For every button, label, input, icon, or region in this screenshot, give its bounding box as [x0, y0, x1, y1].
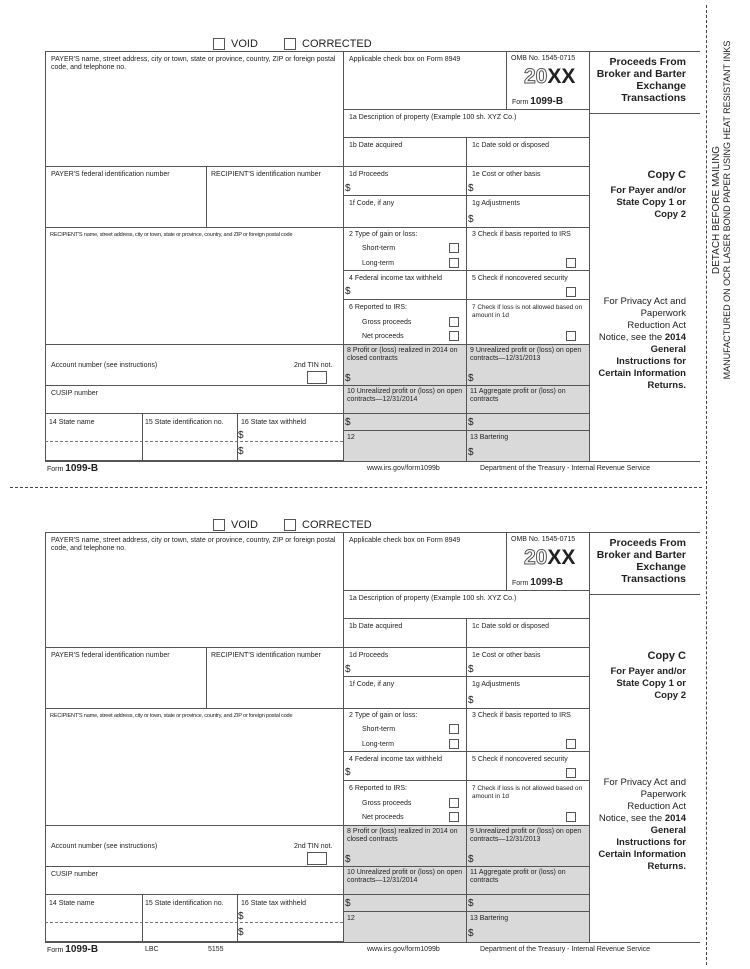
- box-1e-field[interactable]: [475, 662, 587, 675]
- box-1a-label: 1a Description of property (Example 100 sh. XYZ Co.): [349, 114, 517, 121]
- net-proceeds-checkbox[interactable]: [449, 331, 459, 341]
- box-15-label: 15 State identification no.: [145, 900, 224, 907]
- omb-number: OMB No. 1545-0715: [511, 55, 576, 62]
- box-2-label: 2 Type of gain or loss:: [349, 712, 418, 719]
- box-5-checkbox[interactable]: [566, 287, 576, 297]
- corrected-checkbox[interactable]: [284, 519, 296, 531]
- box-5-label: 5 Check if noncovered security: [472, 275, 568, 282]
- box-12-label: 12: [347, 915, 355, 922]
- box-16-label: 16 State tax withheld: [241, 900, 306, 907]
- box-16-field[interactable]: [246, 429, 340, 459]
- gross-proceeds-label: Gross proceeds: [362, 800, 412, 807]
- box-11-field[interactable]: [475, 895, 587, 910]
- payer-tin-field[interactable]: [48, 662, 204, 706]
- recipient-name-label: RECIPIENT'S name, street address, city or town, state or province, country, and ZIP or foreign postal code: [50, 713, 293, 719]
- void-label: VOID: [231, 38, 258, 50]
- side-margin-text: [711, 0, 743, 420]
- net-proceeds-label: Net proceeds: [362, 814, 404, 821]
- gross-proceeds-checkbox[interactable]: [449, 798, 459, 808]
- form-year: [524, 547, 575, 569]
- payer-name-label: PAYER'S name, street address, city or town, state or province, country, ZIP or foreign postal code, and telephone no.: [51, 56, 336, 71]
- box-7-checkbox[interactable]: [566, 331, 576, 341]
- box-1f-field[interactable]: [346, 210, 464, 225]
- box-3-label: 3 Check if basis reported to IRS: [472, 712, 571, 719]
- gross-proceeds-label: Gross proceeds: [362, 319, 412, 326]
- long-term-checkbox[interactable]: [449, 258, 459, 268]
- box-1e-dollar: $: [468, 664, 474, 675]
- box-7-label: 7 Check if loss is not allowed based on amount in 1d: [472, 785, 583, 800]
- year-prefix-outline: 20: [524, 546, 548, 569]
- account-number-field[interactable]: [48, 371, 288, 383]
- box-10-label: 10 Unrealized profit or (loss) on open contracts—12/31/2014: [347, 869, 463, 884]
- box-9-dollar: $: [468, 854, 474, 865]
- recipient-tin-label: RECIPIENT'S identification number: [211, 652, 321, 659]
- footer-department: Department of the Treasury - Internal Revenue Service: [480, 465, 651, 472]
- box-5-checkbox[interactable]: [566, 768, 576, 778]
- cusip-label: CUSIP number: [51, 390, 98, 397]
- box-3-label: 3 Check if basis reported to IRS: [472, 231, 571, 238]
- footer-code: 5155: [208, 946, 224, 953]
- corrected-checkbox[interactable]: [284, 38, 296, 50]
- box-13-field[interactable]: [475, 443, 587, 459]
- footer-url: www.irs.gov/form1099b: [367, 465, 440, 472]
- recipient-name-label: RECIPIENT'S name, street address, city or town, state or province, country, and ZIP or foreign postal code: [50, 232, 293, 238]
- box-4-dollar: $: [345, 286, 351, 297]
- year-suffix: XX: [547, 65, 576, 88]
- copy-title: Copy C: [647, 169, 686, 181]
- copy-subtitle: For Payer and/or State Copy 1 or Copy 2: [610, 666, 686, 701]
- box-13-dollar: $: [468, 928, 474, 939]
- box-1e-label: 1e Cost or other basis: [472, 171, 541, 178]
- form-8949-label: Applicable check box on Form 8949: [349, 537, 461, 544]
- box-11-field[interactable]: [475, 414, 587, 429]
- box-1d-dollar: $: [345, 183, 351, 194]
- box-13-label: 13 Bartering: [470, 915, 509, 922]
- box-11-dollar: $: [468, 417, 474, 428]
- box-1f-field[interactable]: [346, 691, 464, 706]
- box-16-dollar-1: $: [238, 430, 244, 441]
- recipient-tin-field[interactable]: [209, 181, 341, 225]
- box-1b-field[interactable]: [346, 632, 464, 646]
- box-8-field[interactable]: [352, 370, 464, 384]
- box-12-field[interactable]: [346, 924, 464, 940]
- box-8-label: 8 Profit or (loss) realized in 2014 on closed contracts: [347, 828, 458, 843]
- box-13-field[interactable]: [475, 924, 587, 940]
- long-term-checkbox[interactable]: [449, 739, 459, 749]
- box-1e-field[interactable]: [475, 181, 587, 194]
- account-number-label: Account number (see instructions): [51, 362, 158, 369]
- corrected-label: CORRECTED: [302, 519, 372, 531]
- footer-form-number: Form 1099-B: [47, 463, 99, 474]
- recipient-tin-label: RECIPIENT'S identification number: [211, 171, 321, 178]
- box-1d-label: 1d Proceeds: [349, 171, 389, 178]
- box-1g-field[interactable]: [475, 691, 587, 706]
- box-16-dollar-2: $: [238, 927, 244, 938]
- box-15-field[interactable]: [145, 910, 235, 940]
- second-tin-checkbox[interactable]: [307, 371, 327, 384]
- payer-tin-label: PAYER'S federal identification number: [51, 652, 170, 659]
- box-15-field[interactable]: [145, 429, 235, 459]
- net-proceeds-label: Net proceeds: [362, 333, 404, 340]
- copy-subtitle: For Payer and/or State Copy 1 or Copy 2: [610, 185, 686, 220]
- box-16-dollar-1: $: [238, 911, 244, 922]
- box-3-checkbox[interactable]: [566, 739, 576, 749]
- box-7-checkbox[interactable]: [566, 812, 576, 822]
- box-9-field[interactable]: [475, 851, 587, 865]
- box-1a-field[interactable]: [346, 123, 588, 136]
- box-1e-dollar: $: [468, 183, 474, 194]
- cusip-field[interactable]: [48, 399, 340, 411]
- void-checkbox[interactable]: [213, 38, 225, 50]
- payer-name-field[interactable]: [48, 74, 340, 164]
- box-4-field[interactable]: [352, 765, 464, 779]
- box-1c-field[interactable]: [469, 151, 587, 165]
- long-term-label: Long-term: [362, 260, 394, 267]
- payer-name-field[interactable]: [48, 555, 340, 645]
- payer-tin-field[interactable]: [48, 181, 204, 225]
- form-number: Form 1099-B: [512, 96, 564, 107]
- short-term-label: Short-term: [362, 245, 396, 252]
- form-number: Form 1099-B: [512, 577, 564, 588]
- account-number-field[interactable]: [48, 852, 288, 864]
- box-15-label: 15 State identification no.: [145, 419, 224, 426]
- box-1d-field[interactable]: [352, 662, 464, 675]
- form-year: [524, 66, 575, 88]
- box-11-label: 11 Aggregate profit or (loss) on contracts: [470, 388, 566, 403]
- box-6-label: 6 Reported to IRS:: [349, 304, 407, 311]
- box-1c-label: 1c Date sold or disposed: [472, 623, 550, 630]
- privacy-notice: For Privacy Act and Paperwork Reduction Act Notice, see the 2014 General Instructions for Certain Information Returns.: [598, 296, 686, 391]
- box-1g-dollar: $: [468, 214, 474, 225]
- box-16-dollar-2: $: [238, 446, 244, 457]
- box-13-label: 13 Bartering: [470, 434, 509, 441]
- privacy-notice: For Privacy Act and Paperwork Reduction Act Notice, see the 2014 General Instructions for Certain Information Returns.: [598, 777, 686, 872]
- box-1d-label: 1d Proceeds: [349, 652, 389, 659]
- box-4-dollar: $: [345, 767, 351, 778]
- box-9-label: 9 Unrealized profit or (loss) on open contracts—12/31/2013: [470, 828, 582, 843]
- box-1g-label: 1g Adjustments: [472, 200, 520, 207]
- box-10-field[interactable]: [352, 895, 464, 910]
- box-11-dollar: $: [468, 898, 474, 909]
- cusip-label: CUSIP number: [51, 871, 98, 878]
- box-8-dollar: $: [345, 854, 351, 865]
- box-1d-field[interactable]: [352, 181, 464, 194]
- recipient-tin-field[interactable]: [209, 662, 341, 706]
- omb-number: OMB No. 1545-0715: [511, 536, 576, 543]
- box-4-field[interactable]: [352, 284, 464, 298]
- box-1f-label: 1f Code, if any: [349, 681, 395, 688]
- box-5-label: 5 Check if noncovered security: [472, 756, 568, 763]
- form-copy-top: [0, 0, 700, 480]
- corrected-label: CORRECTED: [302, 38, 372, 50]
- box-12-field[interactable]: [346, 443, 464, 459]
- second-tin-label: 2nd TIN not.: [294, 362, 333, 369]
- payer-name-label: PAYER'S name, street address, city or town, state or province, country, ZIP or foreign postal code, and telephone no.: [51, 537, 336, 552]
- side-detach-text: DETACH BEFORE MAILING: [711, 145, 722, 275]
- box-9-label: 9 Unrealized profit or (loss) on open contracts—12/31/2013: [470, 347, 582, 362]
- box-1b-field[interactable]: [346, 151, 464, 165]
- box-10-field[interactable]: [352, 414, 464, 429]
- box-14-field[interactable]: [48, 429, 140, 459]
- cusip-field[interactable]: [48, 880, 340, 892]
- form-8949-field[interactable]: [346, 66, 504, 107]
- box-11-label: 11 Aggregate profit or (loss) on contracts: [470, 869, 566, 884]
- form-copy-bottom: [0, 481, 700, 961]
- net-proceeds-checkbox[interactable]: [449, 812, 459, 822]
- vertical-cut-line: [706, 5, 707, 965]
- box-10-label: 10 Unrealized profit or (loss) on open contracts—12/31/2014: [347, 388, 463, 403]
- year-prefix-outline: 20: [524, 65, 548, 88]
- side-manufacturer-text: MANUFACTURED ON OCR LASER BOND PAPER USING HEAT RESISTANT INKS: [722, 40, 732, 380]
- payer-tin-label: PAYER'S federal identification number: [51, 171, 170, 178]
- box-8-dollar: $: [345, 373, 351, 384]
- box-14-field[interactable]: [48, 910, 140, 940]
- short-term-label: Short-term: [362, 726, 396, 733]
- footer-lbc: LBC: [145, 946, 159, 953]
- box-1g-field[interactable]: [475, 210, 587, 225]
- box-13-dollar: $: [468, 447, 474, 458]
- box-1c-field[interactable]: [469, 632, 587, 646]
- box-9-dollar: $: [468, 373, 474, 384]
- form-title: Proceeds From Broker and Barter Exchange Transactions: [596, 56, 686, 104]
- box-14-label: 14 State name: [49, 900, 95, 907]
- form-8949-field[interactable]: [346, 547, 504, 588]
- box-1g-label: 1g Adjustments: [472, 681, 520, 688]
- box-1f-label: 1f Code, if any: [349, 200, 395, 207]
- long-term-label: Long-term: [362, 741, 394, 748]
- box-1a-field[interactable]: [346, 604, 588, 617]
- box-4-label: 4 Federal income tax withheld: [349, 275, 442, 282]
- box-1b-label: 1b Date acquired: [349, 623, 403, 630]
- gross-proceeds-checkbox[interactable]: [449, 317, 459, 327]
- short-term-checkbox[interactable]: [449, 724, 459, 734]
- box-6-label: 6 Reported to IRS:: [349, 785, 407, 792]
- recipient-name-field[interactable]: [48, 723, 340, 823]
- box-9-field[interactable]: [475, 370, 587, 384]
- box-8-label: 8 Profit or (loss) realized in 2014 on closed contracts: [347, 347, 458, 362]
- box-10-dollar: $: [345, 898, 351, 909]
- form-8949-label: Applicable check box on Form 8949: [349, 56, 461, 63]
- box-3-checkbox[interactable]: [566, 258, 576, 268]
- footer-url: www.irs.gov/form1099b: [367, 946, 440, 953]
- box-1c-label: 1c Date sold or disposed: [472, 142, 550, 149]
- box-1g-dollar: $: [468, 695, 474, 706]
- void-checkbox[interactable]: [213, 519, 225, 531]
- box-1d-dollar: $: [345, 664, 351, 675]
- box-2-label: 2 Type of gain or loss:: [349, 231, 418, 238]
- void-label: VOID: [231, 519, 258, 531]
- box-7-label: 7 Check if loss is not allowed based on amount in 1d: [472, 304, 583, 319]
- year-suffix: XX: [547, 546, 576, 569]
- box-1b-label: 1b Date acquired: [349, 142, 403, 149]
- box-4-label: 4 Federal income tax withheld: [349, 756, 442, 763]
- recipient-name-field[interactable]: [48, 242, 340, 342]
- copy-title: Copy C: [647, 650, 686, 662]
- box-16-field[interactable]: [246, 910, 340, 940]
- box-8-field[interactable]: [352, 851, 464, 865]
- box-12-label: 12: [347, 434, 355, 441]
- box-1a-label: 1a Description of property (Example 100 sh. XYZ Co.): [349, 595, 517, 602]
- form-title: Proceeds From Broker and Barter Exchange Transactions: [596, 537, 686, 585]
- account-number-label: Account number (see instructions): [51, 843, 158, 850]
- box-14-label: 14 State name: [49, 419, 95, 426]
- box-10-dollar: $: [345, 417, 351, 428]
- box-16-label: 16 State tax withheld: [241, 419, 306, 426]
- box-1e-label: 1e Cost or other basis: [472, 652, 541, 659]
- second-tin-label: 2nd TIN not.: [294, 843, 333, 850]
- second-tin-checkbox[interactable]: [307, 852, 327, 865]
- footer-form-number: Form 1099-B: [47, 944, 99, 955]
- footer-department: Department of the Treasury - Internal Revenue Service: [480, 946, 651, 953]
- short-term-checkbox[interactable]: [449, 243, 459, 253]
